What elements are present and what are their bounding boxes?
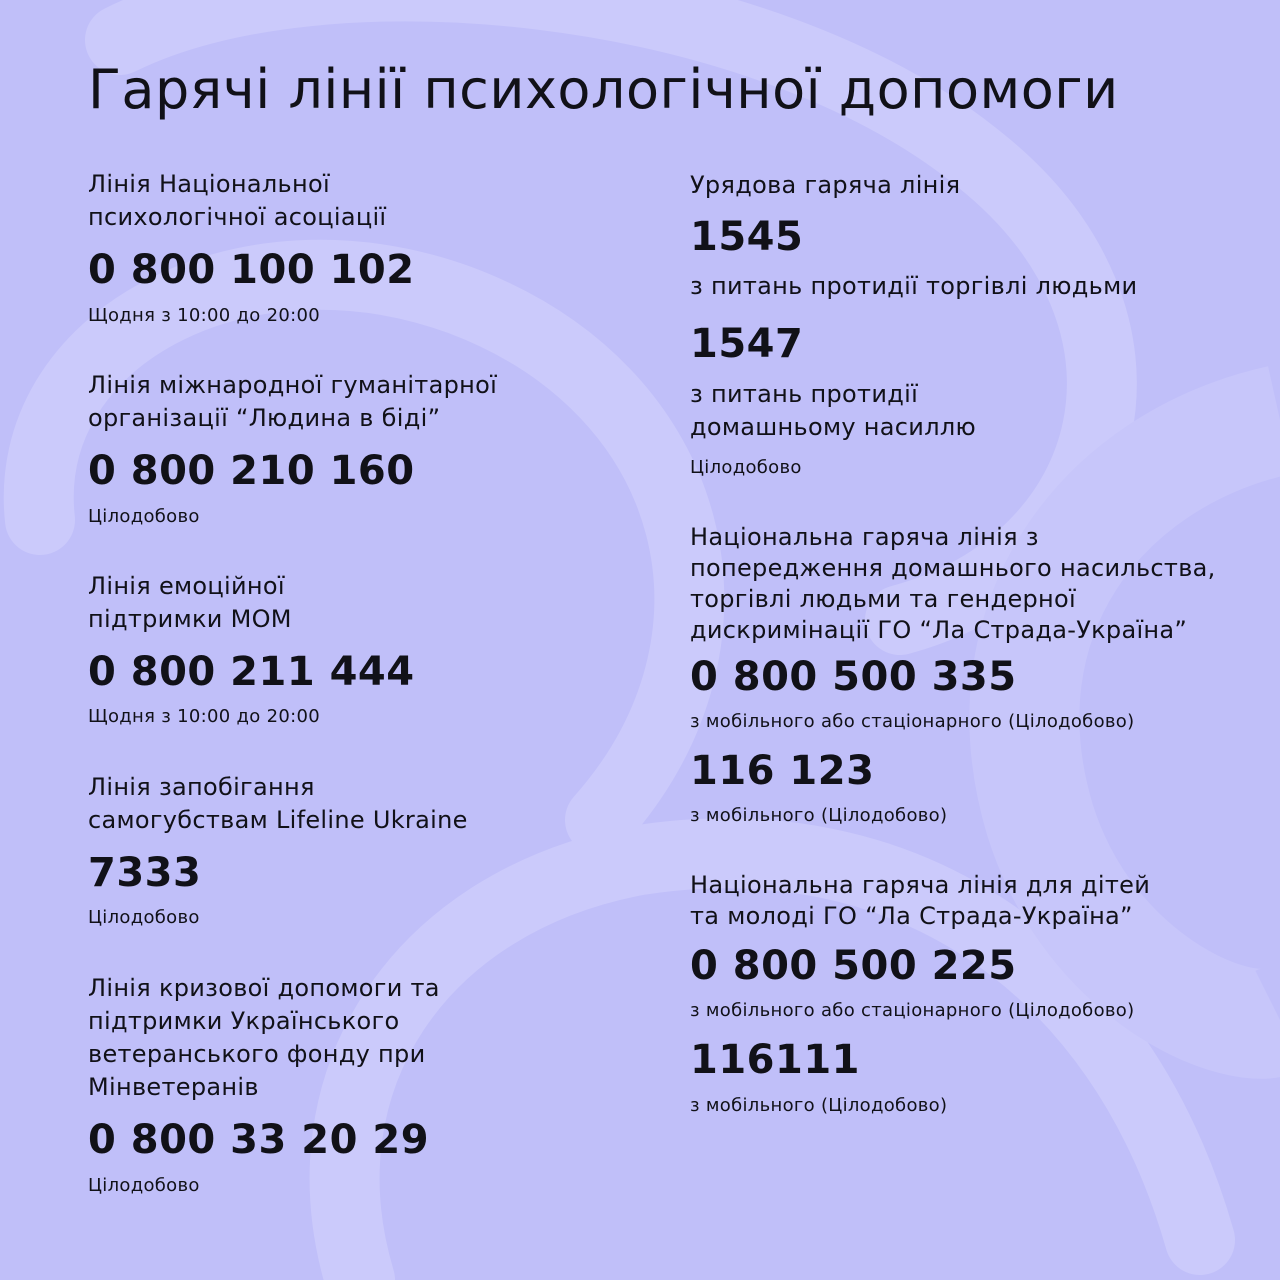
hotline-number[interactable]: 1547 [690,321,804,367]
hotline-name-line: Урядова гаряча лінія [690,171,961,199]
hotline-name-line: організації “Людина в біді” [88,404,441,432]
hotline-name-line: Лінія запобігання [88,773,315,801]
hotline-name-line: психологічної асоціації [88,203,387,231]
hotline-name-line: попередження домашнього насильства, [690,554,1216,582]
hotline-hours: Щодня з 10:00 до 20:00 [88,706,321,727]
hotline-hours: з мобільного або стаціонарного (Цілодобово) [690,1000,1135,1021]
hotline-name-line: торгівлі людьми та гендерної [690,585,1076,613]
hotline-name-line: самогубствам Lifeline Ukraine [88,806,468,834]
hotline-number[interactable]: 0 800 210 160 [88,448,415,494]
hotline-name-line: Лінія міжнародної гуманітарної [88,371,498,399]
hotline-name-line: підтримки МОМ [88,605,292,633]
hotline-description: з питань протидії [690,380,919,408]
hotline-number[interactable]: 116111 [690,1037,860,1083]
hotline-hours: Цілодобово [88,1175,200,1196]
hotline-hours: з мобільного (Цілодобово) [690,1095,948,1116]
hotline-name-line: Лінія емоційної [88,572,285,600]
hotline-name-line: підтримки Українського [88,1007,400,1035]
hotline-name-line: Національна гаряча лінія для дітей [690,871,1151,899]
decor-arc-middle [39,275,690,820]
hotline-hours: Цілодобово [690,457,802,478]
hotline-name-line: ветеранського фонду при [88,1040,426,1068]
hotline-number[interactable]: 7333 [88,850,202,896]
hotline-hours: Щодня з 10:00 до 20:00 [88,305,321,326]
hotline-description: домашньому насиллю [690,413,976,441]
page-title: Гарячі лінії психологічної допомоги [88,58,1119,121]
hotline-name-line: дискримінації ГО “Ла Страда-Україна” [690,616,1188,644]
hotline-number[interactable]: 1545 [690,214,804,260]
hotline-number[interactable]: 0 800 33 20 29 [88,1117,430,1163]
hotline-name-line: Лінія кризової допомоги та [88,974,440,1002]
hotline-name-line: Мінветеранів [88,1073,259,1101]
hotline-number[interactable]: 0 800 500 225 [690,943,1017,989]
hotline-name-line: Національна гаряча лінія з [690,523,1039,551]
hotline-description: з питань протидії торгівлі людьми [690,272,1138,300]
hotline-name-line: Лінія Національної [88,170,330,198]
hotline-hours: Цілодобово [88,907,200,928]
hotline-name-line: та молоді ГО “Ла Страда-Україна” [690,902,1133,930]
hotline-number[interactable]: 116 123 [690,748,875,794]
hotline-number[interactable]: 0 800 500 335 [690,654,1017,700]
hotline-hours: Цілодобово [88,506,200,527]
hotline-number[interactable]: 0 800 100 102 [88,247,415,293]
hotline-number[interactable]: 0 800 211 444 [88,649,415,695]
hotline-hours: з мобільного (Цілодобово) [690,805,948,826]
hotline-hours: з мобільного або стаціонарного (Цілодобово) [690,711,1135,732]
